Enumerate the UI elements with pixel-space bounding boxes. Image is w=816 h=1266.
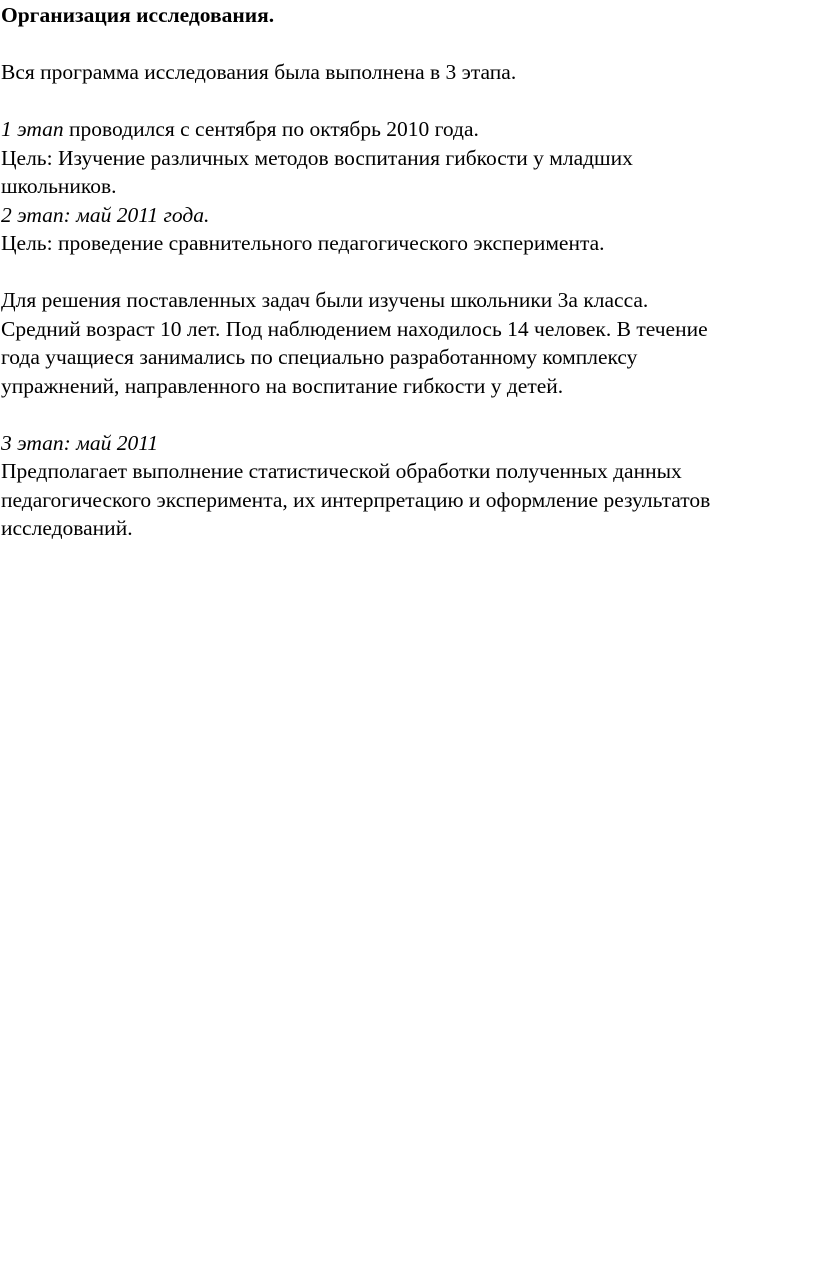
stage1-label: 1 этап [1, 117, 64, 141]
stage3-line2: педагогического эксперимента, их интерпретацию и оформление результатов [1, 487, 711, 512]
document-title: Организация исследования. [1, 3, 275, 27]
subjects-line2: Средний возраст 10 лет. Под наблюдением находилось 14 человек. В течение [1, 316, 708, 341]
stage2-goal: Цель: проведение сравнительного педагогического эксперимента. [1, 231, 605, 255]
stage1-goal-line1: Цель: Изучение различных методов воспитания гибкости у младших [1, 145, 633, 170]
document-page [1, 0, 813, 543]
intro-text: Вся программа исследования была выполнена в 3 этапа. [1, 60, 517, 84]
spacer [1, 258, 813, 287]
stage3-line1: Предполагает выполнение статистической обработки полученных данных [1, 459, 682, 483]
stage3-label: 3 этап: май 2011 [1, 430, 159, 455]
stage1-heading [1, 115, 813, 144]
stage1-goal-line2: школьников. [1, 174, 117, 198]
spacer [1, 87, 813, 116]
stage2-label: 2 этап: май 2011 года. [1, 202, 210, 227]
stage1-description: проводился с сентября по октябрь 2010 года. [63, 117, 479, 141]
subjects-line3: года учащиеся занимались по специально разработанному комплексу [1, 345, 638, 369]
spacer [1, 400, 813, 429]
subjects-line1: Для решения поставленных задач были изучены школьники 3а класса. [1, 288, 649, 312]
spacer [1, 30, 813, 59]
subjects-line4: упражнений, направленного на воспитание гибкости у детей. [1, 373, 564, 398]
stage3-line3: исследований. [1, 516, 133, 540]
